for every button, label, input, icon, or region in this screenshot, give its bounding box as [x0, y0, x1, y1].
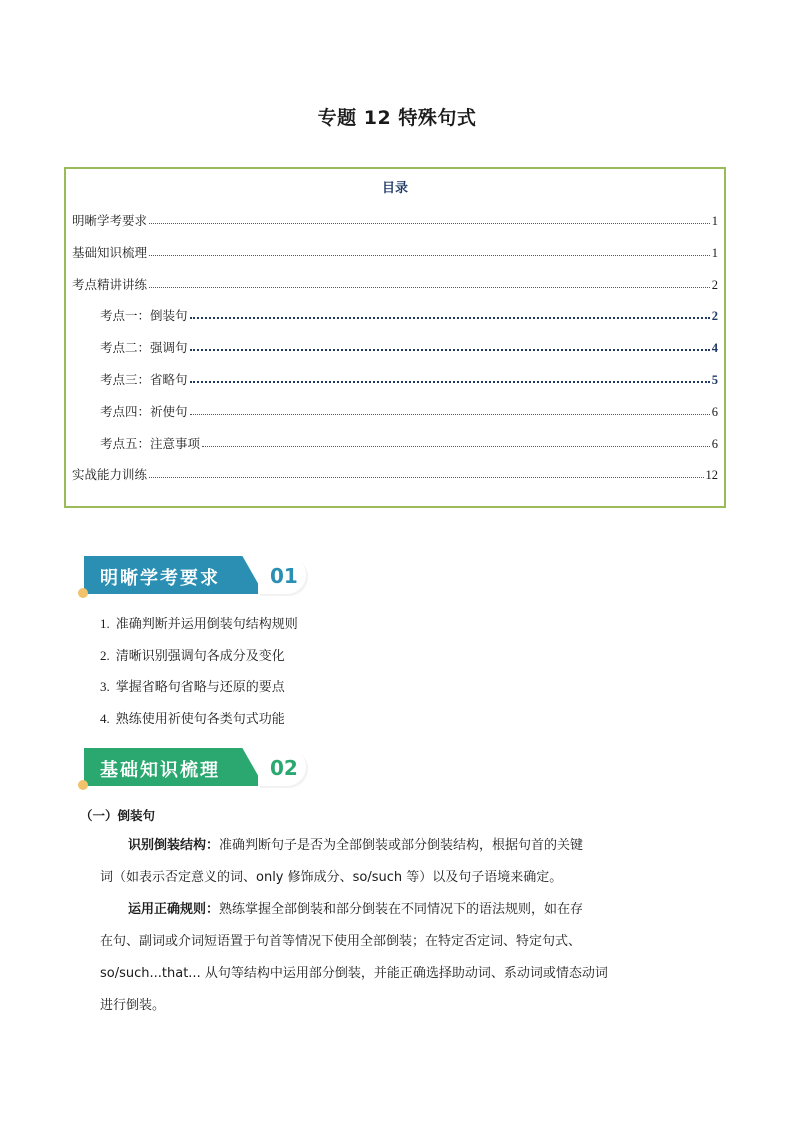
toc-entry[interactable]: [100, 336, 718, 356]
subheading: （一）倒装句: [80, 808, 156, 823]
toc-entry-label: 基础知识梳理: [72, 244, 148, 260]
toc-page-number: 1: [711, 214, 718, 228]
toc-entry[interactable]: [100, 368, 718, 388]
toc-leader: [149, 477, 703, 478]
toc-entry-label: 考点四：祈使句: [100, 403, 188, 419]
toc-entry-label: 考点五：注意事项: [100, 435, 201, 451]
paragraph-rules: 运用正确规则：熟练掌握全部倒装和部分倒装在不同情况下的语法规则，如在存 在句、副词或介词短语置于句首等情况下使用全部倒装；在特定否定词、特定句式、 so/such...that... 从句等结构中运用部分倒装，并能正确选择助动词、系动词或情态动词 进行倒装。: [100, 902, 608, 1013]
section-label: 基础知识梳理: [100, 760, 220, 781]
section-banner-requirements: [78, 552, 308, 600]
section-number: 02: [270, 756, 298, 780]
list-item: 1. 准确判断并运用倒装句结构规则: [100, 616, 298, 632]
toc-page-number: 12: [705, 468, 718, 483]
toc-leader: [149, 287, 710, 288]
toc-entry[interactable]: [72, 209, 718, 229]
toc-leader: [202, 446, 710, 447]
toc-entry[interactable]: [100, 432, 718, 452]
toc-entry-label: 考点一：倒装句: [100, 308, 188, 324]
section-number: 01: [270, 564, 298, 588]
toc-entry-label: 实战能力训练: [72, 467, 148, 483]
toc-leader: [149, 255, 710, 256]
list-item: 4. 熟练使用祈使句各类句式功能: [100, 711, 285, 728]
paragraph-identify: 识别倒装结构：准确判断句子是否为全部倒装或部分倒装结构，根据句首的关键 词（如表示否定意义的词、only 修饰成分、so/such 等）以及句子语境来确定。: [100, 838, 584, 885]
toc-page-number: 6: [711, 436, 718, 451]
section-label: 明晰学考要求: [100, 568, 220, 589]
toc-leader: [190, 317, 710, 319]
toc-heading: 目录: [381, 181, 408, 196]
toc-page-number: 4: [711, 341, 718, 356]
toc-page-number: 6: [711, 404, 718, 419]
toc-entry-label: 考点精讲讲练: [72, 276, 148, 292]
toc-entry[interactable]: [72, 241, 718, 261]
section-banner-basics: [78, 744, 308, 792]
toc-page-number: 2: [711, 277, 718, 292]
page-title: 专题 12 特殊句式: [317, 107, 477, 129]
toc-entry-label: 明晰学考要求: [72, 213, 148, 228]
toc-leader: [149, 223, 710, 224]
toc-page-number: 2: [711, 309, 718, 324]
toc-page-number: 1: [711, 245, 718, 260]
toc-entry-label: 考点三：省略句: [100, 372, 188, 387]
toc-entry[interactable]: [72, 463, 718, 483]
bullet-dot-icon: [78, 588, 88, 598]
toc-entry-label: 考点二：强调句: [100, 340, 188, 356]
bullet-dot-icon: [78, 780, 88, 790]
toc-leader: [190, 349, 710, 351]
requirements-list: [100, 613, 298, 740]
toc-leader: [190, 414, 710, 415]
table-of-contents: [64, 167, 726, 508]
toc-page-number: 5: [711, 373, 718, 387]
toc-entry[interactable]: [100, 304, 718, 324]
list-item: 2. 清晰识别强调句各成分及变化: [100, 647, 285, 664]
toc-entry[interactable]: [72, 273, 718, 293]
toc-entry[interactable]: [100, 400, 718, 420]
toc-leader: [190, 381, 710, 383]
list-item: 3. 掌握省略句省略与还原的要点: [100, 679, 285, 696]
